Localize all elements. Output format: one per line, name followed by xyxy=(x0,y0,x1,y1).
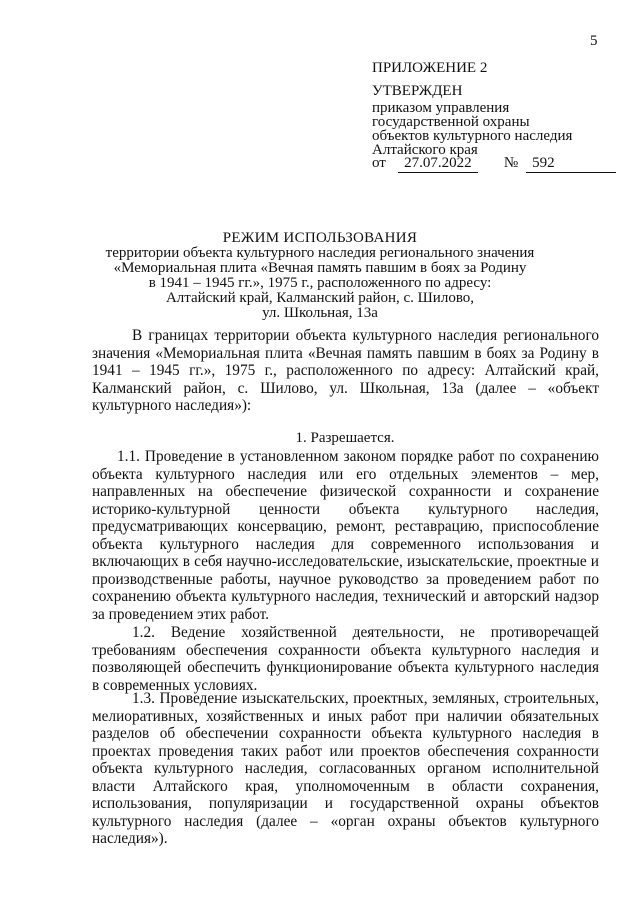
order-line: приказом управления xyxy=(372,100,510,116)
subtitle-line: в 1941 – 1945 гг.», 1975 г., расположенного по адресу: xyxy=(148,275,492,291)
subtitle-line: территории объекта культурного наследия регионального значения xyxy=(105,245,535,261)
section-heading: 1. Разрешается. xyxy=(295,430,395,446)
appendix-label: ПРИЛОЖЕНИЕ 2 xyxy=(372,60,488,76)
document-title: РЕЖИМ ИСПОЛЬЗОВАНИЯ xyxy=(222,230,418,246)
approved-label: УТВЕРЖДЕН xyxy=(372,83,463,99)
paragraph-1-2: 1.2. Ведение хозяйственной деятельности, не противоречащей требованиям обеспечения сохранности объекта культурного наследия и позволяющей обеспечить функционирование объекта культурного наследия в современных условиях. xyxy=(92,624,599,694)
paragraph-1-3: 1.3. Проведение изыскательских, проектных, земляных, строительных, мелиоративных, хозяйственных и иных работ при наличии обязательных разделов об обеспечении сохранности объекта культурного наследия в проектах проведения таких работ или проектов обеспечения сохранности объекта культурного наследия, согласованных органом исполнительной власти Алтайского края, уполномоченным в области сохранения, использования, популяризации и государственной охраны объектов культурного наследия (далее – «орган охраны объектов культурного наследия»). xyxy=(92,690,599,847)
order-date: 27.07.2022 xyxy=(398,155,478,173)
order-line: государственной охраны xyxy=(372,114,530,130)
order-line: объектов культурного наследия xyxy=(372,128,573,144)
number-prefix: № xyxy=(503,155,519,171)
date-prefix: от xyxy=(372,155,386,171)
document-subtitle xyxy=(0,246,640,321)
order-line: Алтайского края xyxy=(372,142,478,158)
approval-order-text xyxy=(372,101,572,157)
subtitle-line: ул. Школьная, 13а xyxy=(262,305,378,321)
subtitle-line: Алтайский край, Калманский район, с. Шилово, xyxy=(165,290,475,306)
intro-paragraph: В границах территории объекта культурного наследия регионального значения «Мемориальная плита «Вечная память павшим в боях за Родину в 1941 – 1945 гг.», 1975 г., расположенного по адресу: Алтайский край, Калманский район, с. Шилово, ул. Школьная, 13а (далее – «объект культурного наследия»): xyxy=(92,327,599,414)
paragraph-1-1: 1.1. Проведение в установленном законом порядке работ по сохранению объекта культурного наследия или его отдельных элементов – мер, направленных на обеспечение физической сохранности и сохранение историко-культурной ценности объекта культурного наследия, предусматривающих консервацию, ремонт, реставрацию, приспособление объекта культурного наследия для современного использования и включающих в себя научно-исследовательские, изыскательские, проектные и производственные работы, научное руководство за проведением работ по сохранению объекта культурного наследия, технический и авторский надзор за проведением этих работ. xyxy=(92,448,599,623)
subtitle-line: «Мемориальная плита «Вечная память павшим в боях за Родину xyxy=(113,260,527,276)
order-date-number-row xyxy=(372,155,616,173)
page-number: 5 xyxy=(590,33,598,49)
order-number: 592 xyxy=(526,155,616,173)
